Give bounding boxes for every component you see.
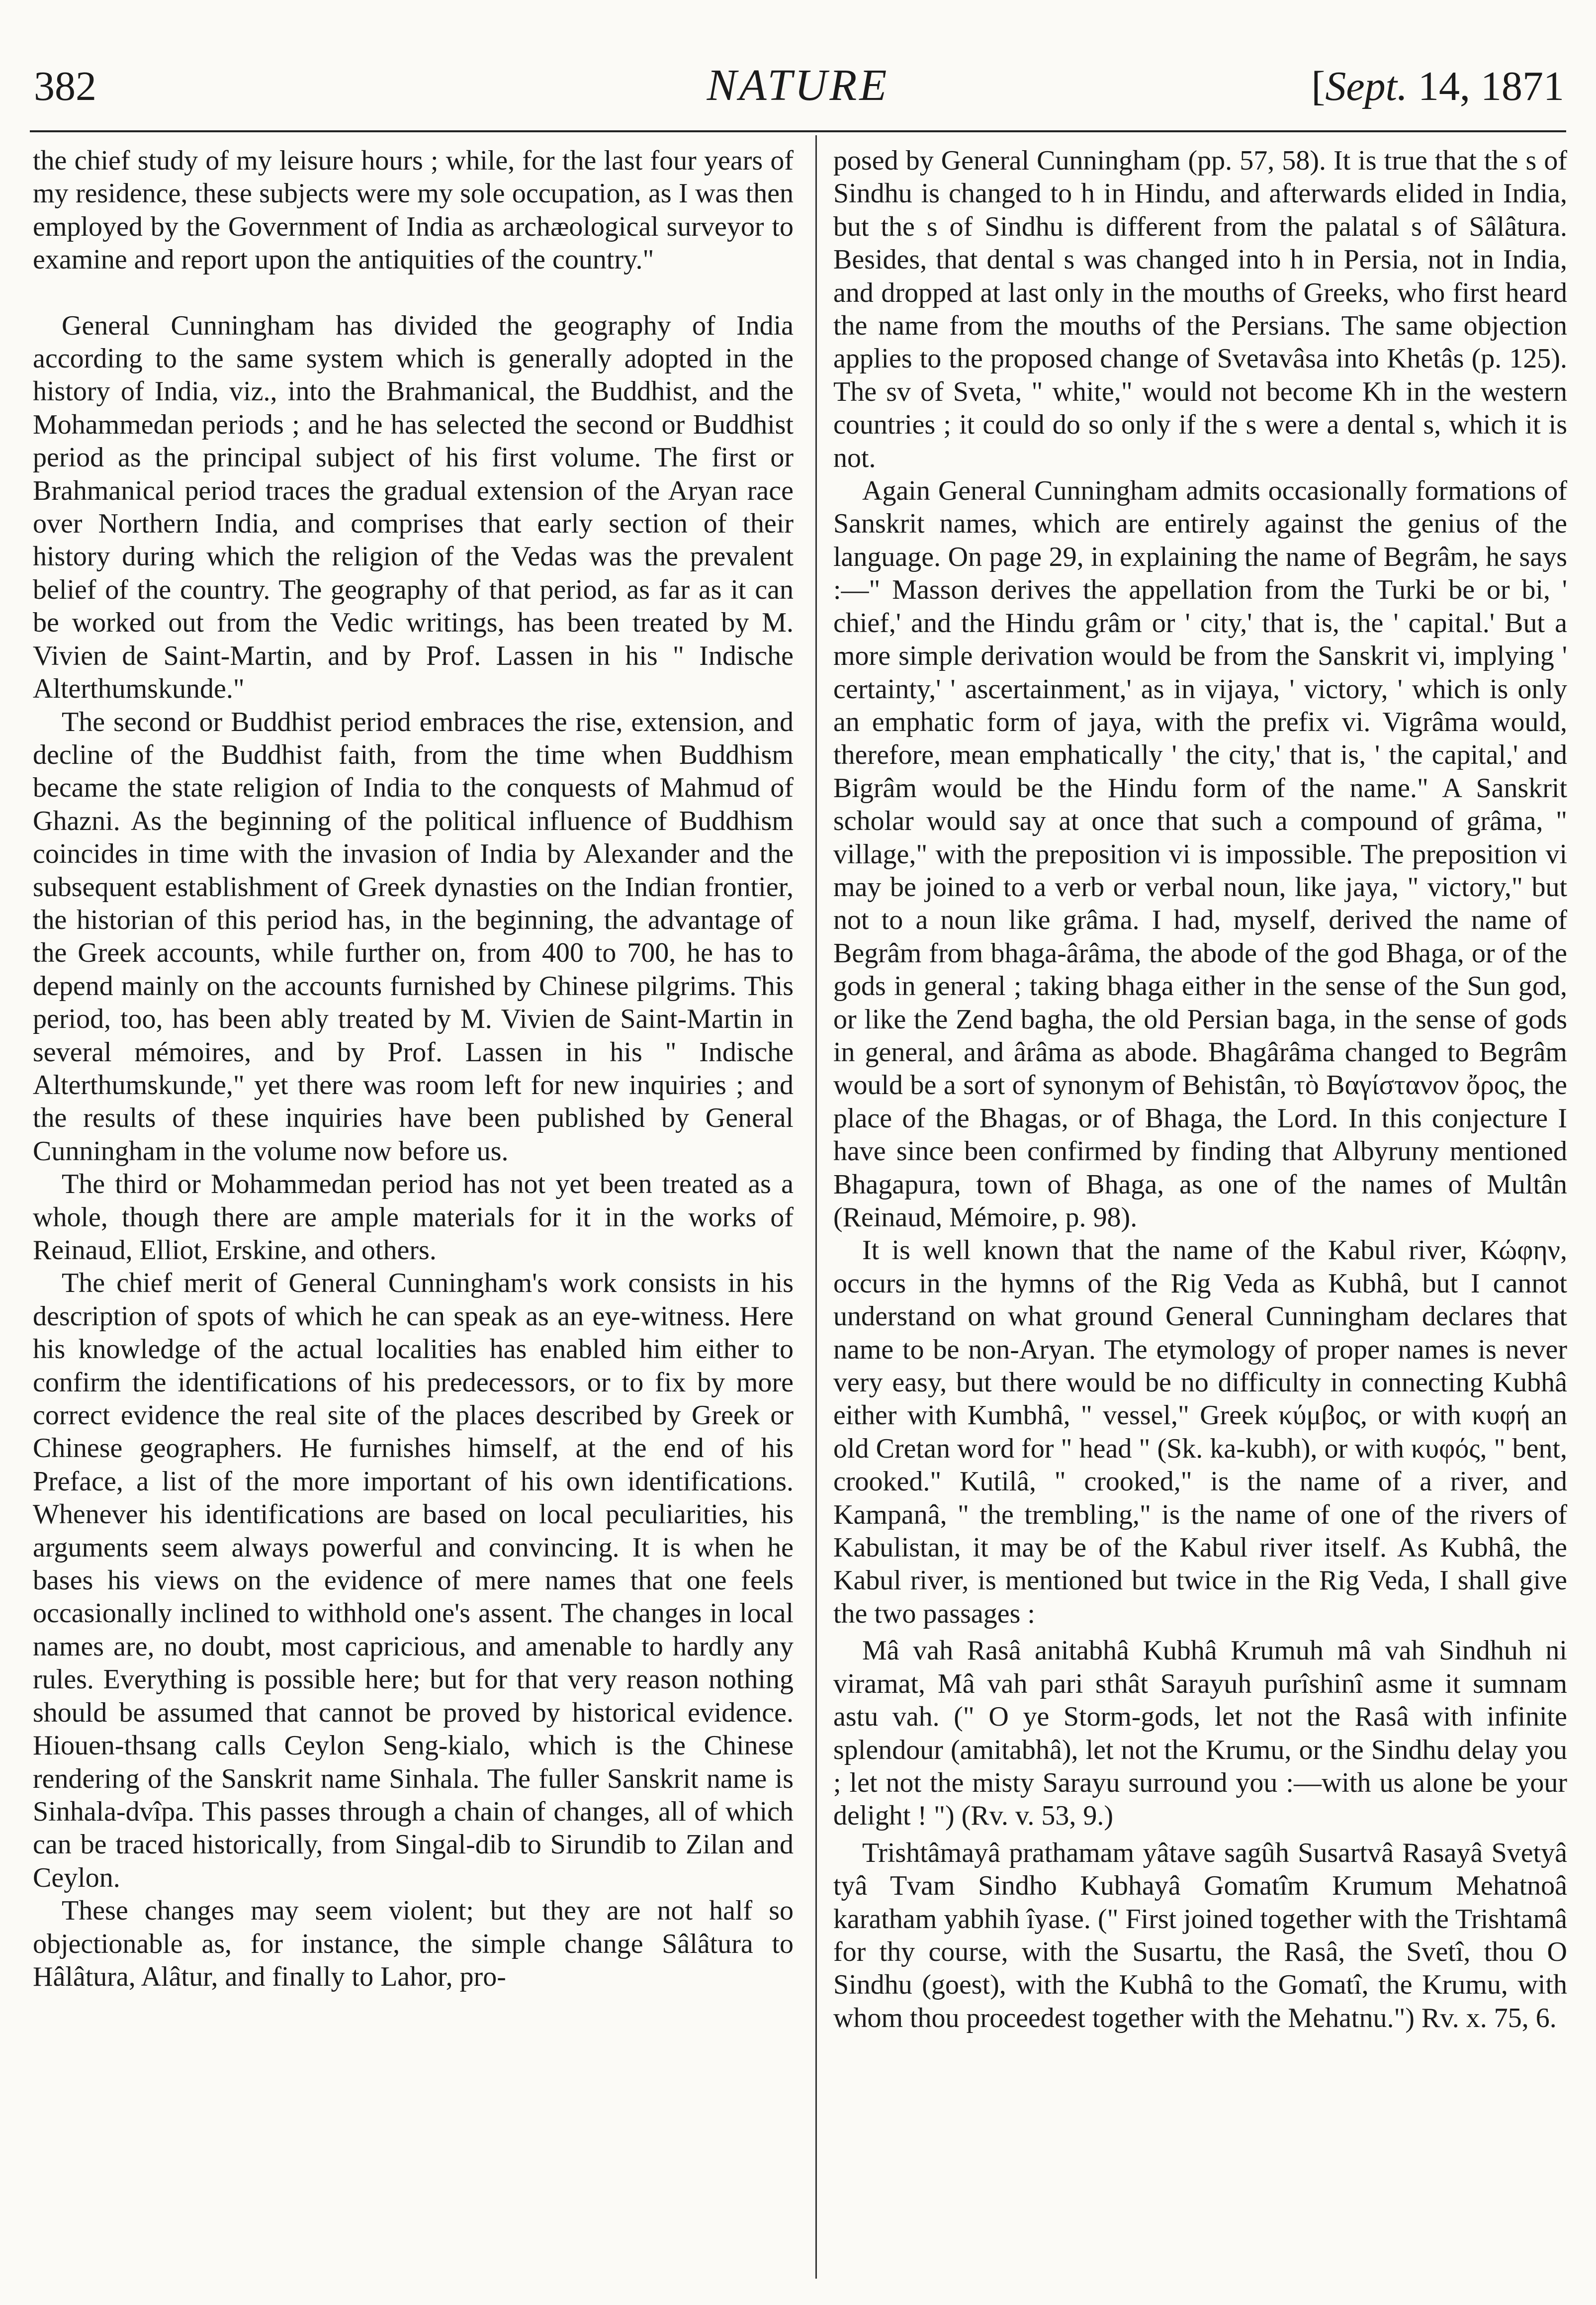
paragraph: The third or Mohammedan period has not yet been treated as a whole, though there are ample materials for it in the works of Reinaud, Elliot, Erskine, and others.	[33, 1169, 794, 1266]
paragraph: It is well known that the name of the Kabul river, Κώφην, occurs in the hymns of the Rig Veda as Kubhâ, but I cannot understand on what ground General Cunningham declares that name to be non-Aryan. The etymology of proper names is never very easy, but there would be no difficulty in connecting Kubhâ either with Kumbhâ, " vessel," Greek κύμβος, or with κυφή an old Cretan word for " head " (Sk. ka-kubh), or with κυφός, " bent, crooked." Kutilâ, " crooked," is the name of a river, and Kampanâ, " the trembling," is the name of one of the rivers of Kabulistan, it may be of the Kabul river itself. As Kubhâ, the Kabul river, is mentioned but twice in the Rig Veda, I shall give the two passages :	[833, 1235, 1567, 1629]
page-header	[0, 0, 1596, 124]
paragraph: the chief study of my leisure hours ; while, for the last four years of my residence, these subjects were my sole occupation, as I was then employed by the Government of India as archæological surveyor to examine and report upon the antiquities of the country."	[33, 145, 794, 276]
header-rule	[30, 130, 1566, 132]
column-divider	[815, 135, 817, 2279]
paragraph: Again General Cunningham admits occasionally formations of Sanskrit names, which are entirely against the genius of the language. On page 29, in explaining the name of Begrâm, he says :—" Masson derives the appellation from the Turki be or bi, ' chief,' and the Hindu grâm or ' city,' that is, the ' capital.' But a more simple derivation would be from the Sanskrit vi, implying ' certainty,' ' ascertainment,' as in vijaya, ' victory, ' which is only an emphatic form of jaya, with the prefix vi. Vigrâma would, therefore, mean emphatically ' the city,' that is, ' the capital,' and Bigrâm would be the Hindu form of the name." A Sanskrit scholar would say at once that such a compound of grâma, " village," with the preposition vi is impossible. The preposition vi may be joined to a verb or verbal noun, like jaya, " victory," but not to a noun like grâma. I had, myself, derived the name of Begrâm from bhaga-ârâma, the abode of the god Bhaga, or of the gods in general ; taking bhaga either in the sense of the Sun god, or like the Zend bagha, the old Persian baga, in the sense of gods in general, and ârâma as abode. Bhagârâma changed to Begrâm would be a sort of synonym of Behistân, τὸ Βαγίστανον ὄρος, the place of the Bhagas, or of Bhaga, the Lord. In this conjecture I have since been confirmed by finding that Albyruny mentioned Bhagapura, town of Bhaga, as one of the names of Multân (Reinaud, Mémoire, p. 98).	[833, 475, 1567, 1233]
issue-date	[1311, 62, 1564, 110]
right-column	[833, 144, 1567, 2034]
date-month: Sept.	[1325, 63, 1408, 109]
paragraph: General Cunningham has divided the geography of India according to the same system which is generally adopted in the history of India, viz., into the Brahmanical, the Buddhist, and the Mohammedan periods ; and he has selected the second or Buddhist period as the principal subject of his first volume. The first or Brahmanical period traces the gradual extension of the Aryan race over Northern India, and comprises that early section of their history during which the religion of the Vedas was the prevalent belief of the country. The geography of that period, as far as it can be worked out from the Vedic writings, has been treated by M. Vivien de Saint-Martin, and by Prof. Lassen in his " Indische Alterthumskunde."	[33, 310, 794, 705]
page-number: 382	[34, 63, 96, 109]
paragraph: The second or Buddhist period embraces the rise, extension, and decline of the Buddhist faith, from the time when Buddhism became the state religion of India to the conquests of Mahmud of Ghazni. As the beginning of the political influence of Buddhism coincides in time with the invasion of India by Alexander and the subsequent establishment of Greek dynasties on the Indian frontier, the historian of this period has, in the beginning, the advantage of the Greek accounts, while further on, from 400 to 700, he has to depend mainly on the accounts furnished by Chinese pilgrims. This period, too, has been ably treated by M. Vivien de Saint-Martin in several mémoires, and by Prof. Lassen in his " Indische Alterthumskunde," yet there was room left for new inquiries ; and the results of these inquiries have been published by General Cunningham in the volume now before us.	[33, 706, 794, 1167]
journal-title: NATURE	[707, 61, 889, 110]
rig-veda-passage: Mâ vah Rasâ anitabhâ Kubhâ Krumuh mâ vah Sindhuh ni viramat, Mâ vah pari sthât Sarayuh purîshinî asme it sumnam astu vah. (" O ye Storm-gods, let not the Rasâ with infinite splendour (amitabhâ), let not the Krumu, or the Sindhu delay you ; let not the misty Sarayu surround you :—with us alone be your delight ! ") (Rv. v. 53, 9.)	[833, 1635, 1567, 1832]
paragraph: The chief merit of General Cunningham's work consists in his description of spots of which he can speak as an eye-witness. Here his knowledge of the actual localities has enabled him either to confirm the identifications of his predecessors, or to fix by more correct evidence the real site of the places described by Greek or Chinese geographers. He furnishes himself, at the end of his Preface, a list of the more important of his own identifications. Whenever his identifications are based on local peculiarities, his arguments seem always powerful and convincing. It is when he bases his views on the evidence of mere names that one feels occasionally inclined to withhold one's assent. The changes in local names are, no doubt, most capricious, and amenable to hardly any rules. Everything is possible here; but for that very reason nothing should be assumed that cannot be proved by historical evidence. Hiouen-thsang calls Ceylon Seng-kialo, which is the Chinese rendering of the Sanskrit name Sinhala. The fuller Sanskrit name is Sinhala-dvîpa. This passes through a chain of changes, all of which can be traced historically, from Singal-dib to Sirundib to Zilan and Ceylon.	[33, 1268, 794, 1893]
date-bracket: [	[1311, 63, 1326, 109]
rig-veda-passage: Trishtâmayâ prathamam yâtave sagûh Susartvâ Rasayâ Svetyâ tyâ Tvam Sindho Kubhayâ Gomatîm Krumum Mehatnoâ karatham yabhih îyase. (" First joined together with the Trishtamâ for thy course, with the Susartu, the Rasâ, the Svetî, thou O Sindhu (goest), with the Kubhâ to the Gomatî, the Krumu, with whom thou proceedest together with the Mehatnu.") Rv. x. 75, 6.	[833, 1837, 1567, 2033]
paragraph: posed by General Cunningham (pp. 57, 58). It is true that the s of Sindhu is changed to h in Hindu, and afterwards elided in India, but the s of Sindhu is different from the palatal s of Sâlâtura. Besides, that dental s was changed into h in Persia, not in India, and dropped at last only in the mouths of Greeks, who first heard the name from the mouths of the Persians. The same objection applies to the proposed change of Svetavâsa into Khetâs (p. 125). The sv of Sveta, " white," would not become Kh in the western countries ; it could do so only if the s were a dental s, which it is not.	[833, 145, 1567, 473]
date-day-year: 14, 1871	[1408, 63, 1564, 109]
left-column	[33, 144, 794, 1993]
paragraph: These changes may seem violent; but they are not half so objectionable as, for instance, the simple change Sâlâtura to Hâlâtura, Alâtur, and finally to Lahor, pro-	[33, 1895, 794, 1992]
